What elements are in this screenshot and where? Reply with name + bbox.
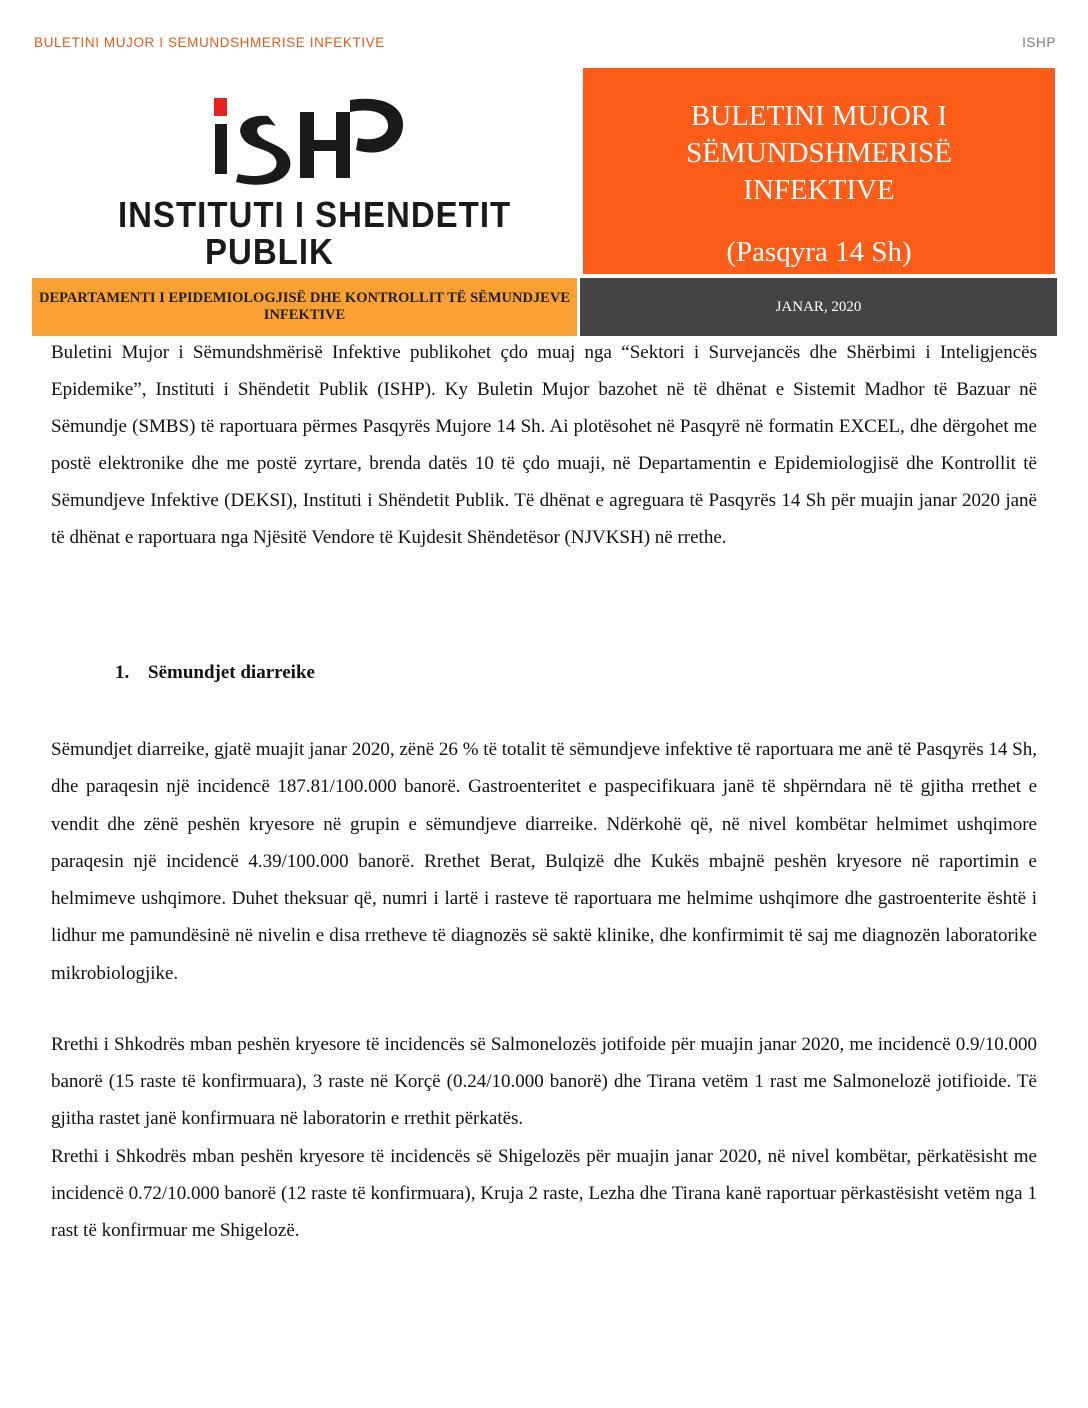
bulletin-title-line2: SËMUNDSHMERISË bbox=[686, 137, 952, 169]
department-bar bbox=[32, 278, 577, 336]
issue-date: JANAR, 2020 bbox=[775, 298, 862, 315]
bulletin-title-line3: INFEKTIVE bbox=[743, 174, 895, 206]
section-number: 1. bbox=[115, 662, 130, 683]
bulletin-title-line1: BULETINI MUJOR I bbox=[690, 100, 948, 132]
department-name: DEPARTAMENTI I EPIDEMIOLOGJISË DHE KONTROLLIT TË SËMUNDJEVE INFEKTIVE bbox=[39, 290, 570, 323]
running-header-title: BULETINI MUJOR I SEMUNDSHMERISE INFEKTIVE bbox=[34, 35, 385, 50]
bulletin-title bbox=[583, 98, 1055, 209]
salmonellosis-paragraph: Rrethi i Shkodrës mban peshën kryesore të incidencës së Salmonelozës jotifoide për muajin janar 2020, me incidencë 0.9/10.000 banorë (15 raste të konfirmuara), 3 raste në Korçë (0.24/10.000 banorë) dhe Tirana vetëm 1 rast me Salmonelozë jotifioide. Të gjitha rastet janë konfirmuara në laboratorin e rrethit përkatës. bbox=[51, 1034, 1037, 1129]
diarrheal-paragraph: Sëmundjet diarreike, gjatë muajit janar 2020, zënë 26 % të totalit të sëmundjeve infektive të raportuara me anë të Pasqyrës 14 Sh, dhe paraqesin një incidencë 187.81/100.000 banorë. Gastroenteritet e paspecifikuara janë të shpërndara në të gjitha rrethet e vendit dhe zënë peshën kryesore në grupin e sëmundjeve diarreike. Ndërkohë që, në nivel kombëtar helmimet ushqimore paraqesin një incidencë 4.39/100.000 banorë. Rrethet Berat, Bulqizë dhe Kukës mbajnë peshën kryesore në raportimin e helmimeve ushqimore. Duhet theksuar që, numri i lartë i rasteve të raportuara me helmime ushqimore dhe gastroenterite është i lidhur me pamundësinë në nivelin e disa rretheve të diagnozës së saktë klinike, dhe konfirmimit të saj me diagnozën laboratorike mikrobiologjike. bbox=[51, 739, 1037, 984]
section-heading bbox=[115, 662, 315, 684]
running-header-right: ISHP bbox=[1022, 35, 1056, 50]
section-title: Sëmundjet diarreike bbox=[148, 662, 315, 683]
ishp-logo-mark bbox=[210, 90, 410, 190]
logo-institute-name: INSTITUTI I SHENDETIT bbox=[118, 194, 512, 235]
logo-institute-name-2: PUBLIK bbox=[205, 231, 334, 272]
shigellosis-paragraph: Rrethi i Shkodrës mban peshën kryesore të incidencës së Shigelozës për muajin janar 2020, në nivel kombëtar, përkatësisht me incidencë 0.72/10.000 banorë (12 raste të konfirmuara), Kruja 2 raste, Lezha dhe Tirana kanë raportuar përkastësisht vetëm nga 1 rast të konfirmuar me Shigelozë. bbox=[51, 1146, 1037, 1241]
bulletin-title-box bbox=[583, 68, 1055, 274]
ishp-logo bbox=[110, 90, 510, 270]
intro-paragraph: Buletini Mujor i Sëmundshmërisë Infektive publikohet çdo muaj nga “Sektori i Survejancës dhe Shërbimi i Inteligjencës Epidemike”, Instituti i Shëndetit Publik (ISHP). Ky Buletin Mujor bazohet në të dhënat e Sistemit Madhor të Bazuar në Sëmundje (SMBS) të raportuara përmes Pasqyrës Mujore 14 Sh. Ai plotësohet në Pasqyrë në formatin EXCEL, dhe dërgohet me postë elektronike dhe me postë zyrtare, brenda datës 10 të çdo muaji, në Departamentin e Epidemiologjisë dhe Kontrollit të Sëmundjeve Infektive (DEKSI), Instituti i Shëndetit Publik. Të dhënat e agreguara të Pasqyrës 14 Sh për muajin janar 2020 janë të dhënat e raportuara nga Njësitë Vendore të Kujdesit Shëndetësor (NJVKSH) në rrethe. bbox=[51, 342, 1037, 548]
bulletin-subtitle: (Pasqyra 14 Sh) bbox=[726, 236, 912, 268]
date-bar bbox=[580, 278, 1057, 336]
